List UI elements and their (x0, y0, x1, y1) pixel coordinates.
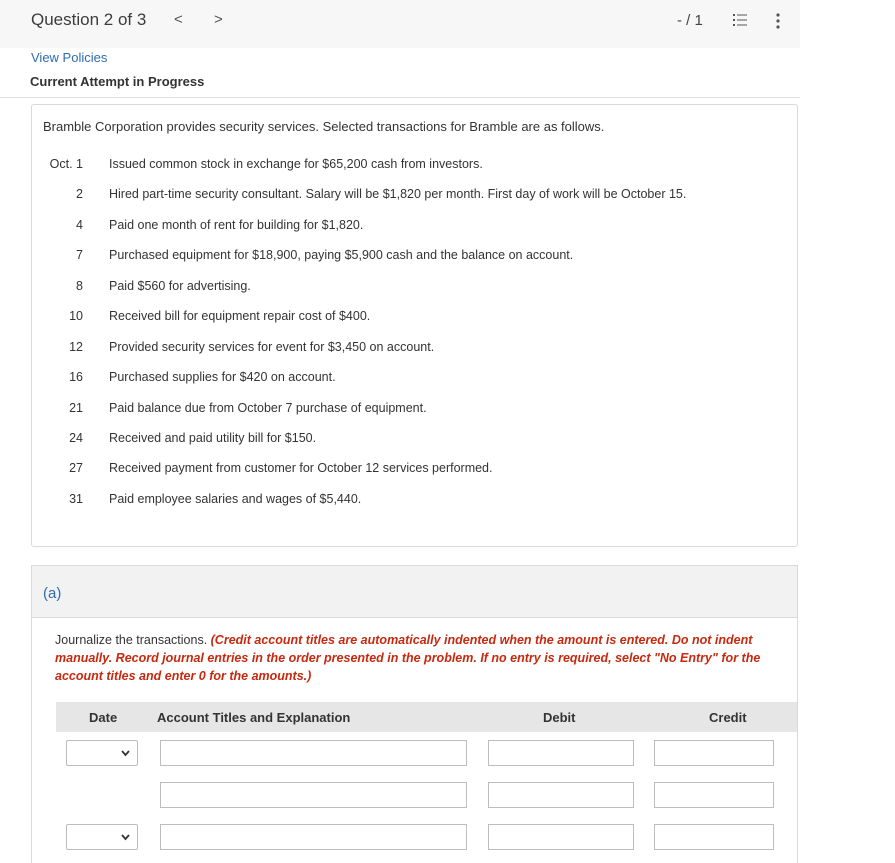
transaction-description: Purchased equipment for $18,900, paying $5,900 cash and the balance on account. (109, 248, 574, 262)
transaction-description: Received bill for equipment repair cost of $400. (109, 309, 371, 323)
question-score: - / 1 (677, 12, 703, 29)
problem-intro: Bramble Corporation provides security services. Selected transactions for Bramble are as follows. (43, 119, 605, 134)
transaction-description: Hired part-time security consultant. Salary will be $1,820 per month. First day of work will be October 15. (109, 187, 687, 201)
debit-input[interactable] (488, 740, 634, 766)
question-counter: Question 2 of 3 (31, 10, 147, 29)
transaction-date: 4 (76, 218, 83, 232)
question-nav-bar (0, 0, 800, 48)
credit-input[interactable] (654, 782, 774, 808)
more-vertical-icon[interactable] (776, 12, 780, 30)
debit-input[interactable] (488, 824, 634, 850)
view-policies-link[interactable]: View Policies (31, 50, 108, 65)
transaction-date: 2 (76, 187, 83, 201)
transaction-description: Received payment from customer for October 12 services performed. (109, 461, 493, 475)
account-column-header: Account Titles and Explanation (157, 710, 351, 725)
transaction-description: Received and paid utility bill for $150. (109, 431, 317, 445)
transaction-date: 31 (69, 492, 83, 506)
part-a-section (31, 565, 798, 863)
transaction-description: Purchased supplies for $420 on account. (109, 370, 336, 384)
chevron-down-icon (121, 747, 130, 759)
chevron-down-icon (121, 831, 130, 843)
transaction-date: 8 (76, 279, 83, 293)
problem-statement (31, 104, 798, 547)
debit-input[interactable] (488, 782, 634, 808)
credit-column-header: Credit (709, 710, 747, 725)
transaction-date: 27 (69, 461, 83, 475)
instruction-text: Journalize the transactions. (55, 633, 211, 647)
debit-column-header: Debit (543, 710, 576, 725)
transaction-description: Paid one month of rent for building for $1,820. (109, 218, 364, 232)
list-icon[interactable] (733, 13, 747, 27)
credit-input[interactable] (654, 824, 774, 850)
transaction-date: Oct. 1 (49, 157, 83, 171)
date-select[interactable] (66, 740, 138, 766)
transaction-date: 10 (69, 309, 83, 323)
part-a-header (32, 566, 797, 618)
credit-input[interactable] (654, 740, 774, 766)
transaction-description: Paid $560 for advertising. (109, 279, 251, 293)
journal-table-header (56, 702, 797, 732)
date-select[interactable] (66, 824, 138, 850)
attempt-status: Current Attempt in Progress (30, 74, 205, 89)
transaction-date: 7 (76, 248, 83, 262)
journal-instructions (55, 631, 775, 685)
transaction-date: 12 (69, 340, 83, 354)
attempt-header (0, 48, 800, 98)
transaction-description: Provided security services for event for $3,450 on account. (109, 340, 435, 354)
transaction-description: Paid balance due from October 7 purchase of equipment. (109, 401, 427, 415)
account-title-input[interactable] (160, 824, 467, 850)
part-a-label: (a) (43, 585, 62, 602)
next-question-button[interactable]: > (214, 11, 223, 28)
transaction-description: Issued common stock in exchange for $65,200 cash from investors. (109, 157, 483, 171)
transaction-description: Paid employee salaries and wages of $5,440. (109, 492, 362, 506)
instruction-note: (Credit account titles are automatically indented when the amount is entered. Do not indent manually. Record journal entries in the order presented in the problem. If no entry is required, select "No Entry" for the account titles and enter 0 for the amounts.) (55, 633, 761, 683)
transaction-date: 21 (69, 401, 83, 415)
transaction-date: 24 (69, 431, 83, 445)
date-column-header: Date (89, 710, 118, 725)
transaction-date: 16 (69, 370, 83, 384)
account-title-input[interactable] (160, 740, 467, 766)
previous-question-button[interactable]: < (174, 11, 183, 28)
account-title-input[interactable] (160, 782, 467, 808)
